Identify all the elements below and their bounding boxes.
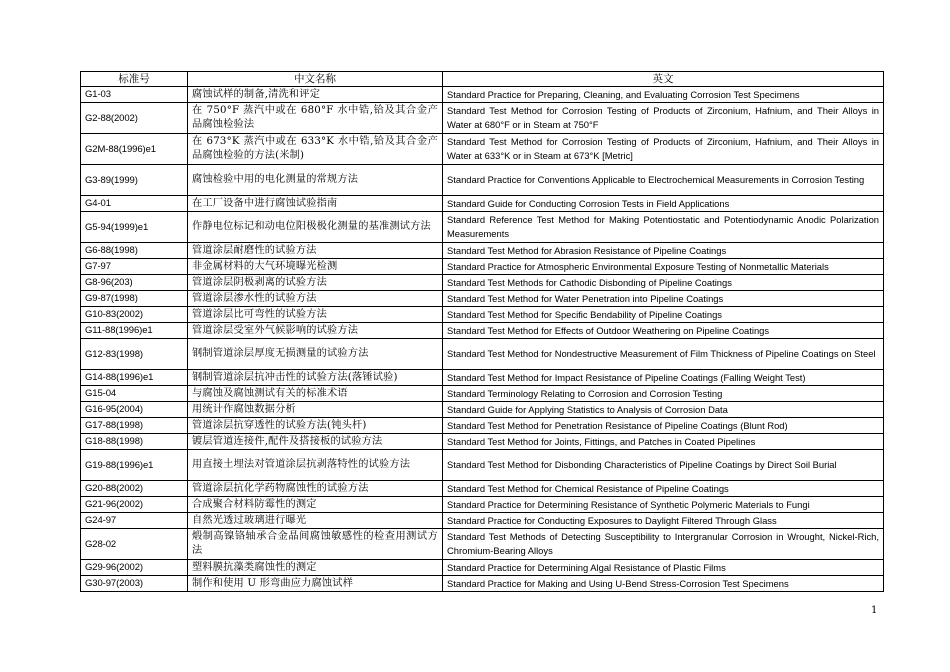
table-row [81,576,884,592]
english-name-cell: Standard Test Method for Nondestructive Measurement of Film Thickness of Pipeline Coatings on Steel [443,339,884,370]
table-header-row [81,72,884,87]
english-name-cell: Standard Practice for Making and Using U-Bend Stress-Corrosion Test Specimens [443,576,884,592]
table-row [81,450,884,481]
standard-number-cell: G16-95(2004) [81,402,188,418]
table-row [81,243,884,259]
chinese-name-cell: 管道涂层阴极剥离的试验方法 [188,275,443,291]
table-row [81,386,884,402]
english-name-cell: Standard Test Method for Joints, Fittings, and Patches in Coated Pipelines [443,434,884,450]
chinese-name-cell: 管道涂层渗水性的试验方法 [188,291,443,307]
english-name-cell: Standard Test Method for Abrasion Resistance of Pipeline Coatings [443,243,884,259]
standard-number-cell: G7-97 [81,259,188,275]
english-name-cell: Standard Test Method for Water Penetration into Pipeline Coatings [443,291,884,307]
standard-number-cell: G20-88(2002) [81,481,188,497]
standard-number-cell: G24-97 [81,513,188,529]
chinese-name-cell: 管道涂层耐磨性的试验方法 [188,243,443,259]
chinese-name-cell: 钢制管道涂层厚度无损测量的试验方法 [188,339,443,370]
standard-number-cell: G2M-88(1996)e1 [81,134,188,165]
english-name-cell: Standard Test Method for Penetration Resistance of Pipeline Coatings (Blunt Rod) [443,418,884,434]
standard-number-cell: G8-96(203) [81,275,188,291]
table-row [81,339,884,370]
chinese-name-cell: 腐蚀检验中用的电化测量的常规方法 [188,165,443,196]
chinese-name-cell: 钢制管道涂层抗冲击性的试验方法(落锤试验) [188,370,443,386]
chinese-name-cell: 管道涂层比可弯性的试验方法 [188,307,443,323]
chinese-name-cell: 管道涂层抗化学药物腐蚀性的试验方法 [188,481,443,497]
english-name-cell: Standard Practice for Conventions Applicable to Electrochemical Measurements in Corrosion Testing [443,165,884,196]
standard-number-cell: G30-97(2003) [81,576,188,592]
standard-number-cell: G15-04 [81,386,188,402]
standard-number-cell: G9-87(1998) [81,291,188,307]
table-row [81,434,884,450]
chinese-name-cell: 镀层管道连接件,配件及搭接板的试验方法 [188,434,443,450]
standard-number-cell: G19-88(1996)e1 [81,450,188,481]
english-name-cell: Standard Practice for Preparing, Cleaning, and Evaluating Corrosion Test Specimens [443,87,884,103]
standard-number-cell: G10-83(2002) [81,307,188,323]
table-row [81,513,884,529]
standards-table [80,71,884,592]
standard-number-cell: G5-94(1999)e1 [81,212,188,243]
chinese-name-cell: 用统计作腐蚀数据分析 [188,402,443,418]
header-english-name: 英文 [443,72,884,87]
table-row [81,275,884,291]
chinese-name-cell: 在 750°F 蒸汽中或在 680°F 水中锆,铪及其合金产品腐蚀检验法 [188,103,443,134]
table-row [81,307,884,323]
english-name-cell: Standard Reference Test Method for Making Potentiostatic and Potentiodynamic Anodic Polarization Measurements [443,212,884,243]
table-row [81,481,884,497]
chinese-name-cell: 煅制高镍铬轴承合金晶间腐蚀敏感性的检查用测试方法 [188,529,443,560]
table-row [81,323,884,339]
standard-number-cell: G17-88(1998) [81,418,188,434]
english-name-cell: Standard Practice for Determining Algal Resistance of Plastic Films [443,560,884,576]
english-name-cell: Standard Terminology Relating to Corrosion and Corrosion Testing [443,386,884,402]
chinese-name-cell: 在工厂设备中进行腐蚀试验指南 [188,196,443,212]
table-row [81,165,884,196]
english-name-cell: Standard Test Methods of Detecting Susceptibility to Intergranular Corrosion in Wrought, Nickel-Rich, Chromium-Bearing Alloys [443,529,884,560]
standard-number-cell: G14-88(1996)e1 [81,370,188,386]
table-row [81,134,884,165]
standard-number-cell: G1-03 [81,87,188,103]
table-row [81,370,884,386]
standard-number-cell: G28-02 [81,529,188,560]
chinese-name-cell: 腐蚀试样的制备,清洗和评定 [188,87,443,103]
header-standard-number: 标准号 [81,72,188,87]
chinese-name-cell: 合成聚合材料防霉性的测定 [188,497,443,513]
table-row [81,291,884,307]
english-name-cell: Standard Practice for Conducting Exposures to Daylight Filtered Through Glass [443,513,884,529]
table-row [81,418,884,434]
table-row [81,529,884,560]
standard-number-cell: G3-89(1999) [81,165,188,196]
table-row [81,196,884,212]
english-name-cell: Standard Test Method for Disbonding Characteristics of Pipeline Coatings by Direct Soil Burial [443,450,884,481]
chinese-name-cell: 作静电位标记和动电位阳极极化测量的基准测试方法 [188,212,443,243]
standard-number-cell: G6-88(1998) [81,243,188,259]
page-number: 1 [871,605,878,616]
table-row [81,103,884,134]
table-row [81,497,884,513]
chinese-name-cell: 自然光透过玻璃进行曝光 [188,513,443,529]
english-name-cell: Standard Test Method for Effects of Outdoor Weathering on Pipeline Coatings [443,323,884,339]
english-name-cell: Standard Guide for Applying Statistics to Analysis of Corrosion Data [443,402,884,418]
table-body [81,87,884,592]
table-row [81,212,884,243]
english-name-cell: Standard Test Method for Corrosion Testing of Products of Zirconium, Hafnium, and Their Alloys in Water at 633°K or in Steam at 673°K [Metric] [443,134,884,165]
chinese-name-cell: 塑料膜抗藻类腐蚀性的测定 [188,560,443,576]
chinese-name-cell: 用直接土埋法对管道涂层抗剥落特性的试验方法 [188,450,443,481]
standard-number-cell: G4-01 [81,196,188,212]
standard-number-cell: G11-88(1996)e1 [81,323,188,339]
english-name-cell: Standard Test Methods for Cathodic Disbonding of Pipeline Coatings [443,275,884,291]
standard-number-cell: G2-88(2002) [81,103,188,134]
standard-number-cell: G18-88(1998) [81,434,188,450]
english-name-cell: Standard Practice for Atmospheric Environmental Exposure Testing of Nonmetallic Materials [443,259,884,275]
english-name-cell: Standard Test Method for Specific Bendability of Pipeline Coatings [443,307,884,323]
chinese-name-cell: 制作和使用 U 形弯曲应力腐蚀试样 [188,576,443,592]
chinese-name-cell: 管道涂层受室外气候影响的试验方法 [188,323,443,339]
chinese-name-cell: 管道涂层抗穿透性的试验方法(钝头杆) [188,418,443,434]
table-row [81,402,884,418]
table-row [81,87,884,103]
table-row [81,560,884,576]
table-row [81,259,884,275]
english-name-cell: Standard Guide for Conducting Corrosion Tests in Field Applications [443,196,884,212]
english-name-cell: Standard Test Method for Impact Resistance of Pipeline Coatings (Falling Weight Test) [443,370,884,386]
english-name-cell: Standard Test Method for Chemical Resistance of Pipeline Coatings [443,481,884,497]
chinese-name-cell: 与腐蚀及腐蚀测试有关的标准术语 [188,386,443,402]
chinese-name-cell: 非金属材料的大气环境曝光检测 [188,259,443,275]
chinese-name-cell: 在 673°K 蒸汽中或在 633°K 水中锆,铪及其合金产品腐蚀检验的方法(米制) [188,134,443,165]
standard-number-cell: G29-96(2002) [81,560,188,576]
english-name-cell: Standard Test Method for Corrosion Testing of Products of Zirconium, Hafnium, and Their Alloys in Water at 680°F or in Steam at 750°F [443,103,884,134]
english-name-cell: Standard Practice for Determining Resistance of Synthetic Polymeric Materials to Fungi [443,497,884,513]
header-chinese-name: 中文名称 [188,72,443,87]
standard-number-cell: G21-96(2002) [81,497,188,513]
standard-number-cell: G12-83(1998) [81,339,188,370]
